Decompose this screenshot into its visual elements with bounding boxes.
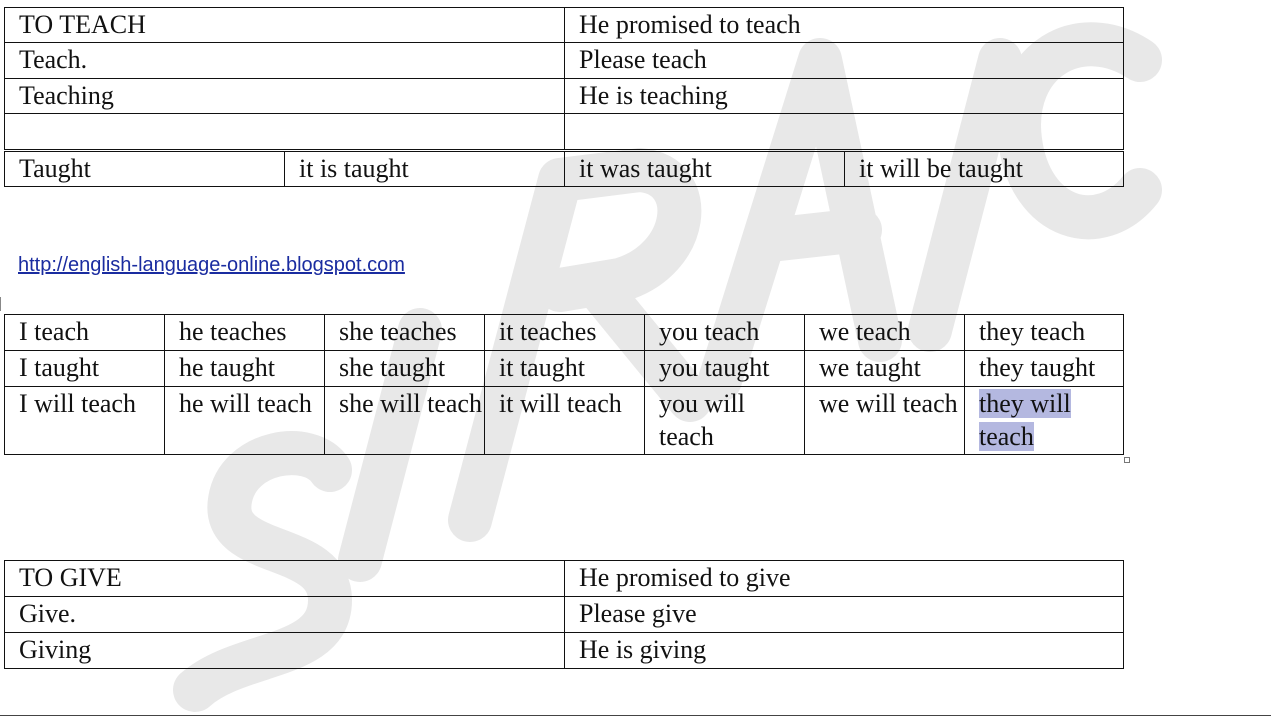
table-cell[interactable]: you teach xyxy=(645,315,805,351)
table-cell[interactable]: He promised to teach xyxy=(565,8,1124,43)
table-cell[interactable]: it is taught xyxy=(285,151,565,187)
table-cell[interactable]: it will be taught xyxy=(845,151,1124,187)
table-cell[interactable]: I teach xyxy=(5,315,165,351)
table-cell[interactable]: we teach xyxy=(805,315,965,351)
cell-text: it will teach xyxy=(499,389,622,418)
table-cell-empty[interactable] xyxy=(5,114,565,151)
table-cell[interactable]: he taught xyxy=(165,351,325,387)
table-cell-selected[interactable] xyxy=(965,387,1124,455)
table-cell[interactable]: Please teach xyxy=(565,43,1124,79)
present-tense-row xyxy=(5,315,1124,351)
table-cell[interactable] xyxy=(165,387,325,455)
table-row xyxy=(5,43,1124,79)
blog-link[interactable]: http://english-language-online.blogspot.com xyxy=(18,254,405,276)
table-resize-handle[interactable] xyxy=(1124,457,1130,463)
table-cell[interactable]: Giving xyxy=(5,633,565,669)
table-cell[interactable] xyxy=(805,387,965,455)
table-row xyxy=(5,561,1124,597)
table-cell[interactable] xyxy=(645,387,805,455)
table-cell[interactable]: I taught xyxy=(5,351,165,387)
cell-text: we will teach xyxy=(819,389,958,418)
table-row xyxy=(5,597,1124,633)
table-cell[interactable]: Teach. xyxy=(5,43,565,79)
table-cell[interactable]: we taught xyxy=(805,351,965,387)
table-cell[interactable]: Give. xyxy=(5,597,565,633)
table-cell[interactable]: He is giving xyxy=(565,633,1124,669)
table-cell[interactable] xyxy=(5,387,165,455)
table-cell[interactable]: you taught xyxy=(645,351,805,387)
table-cell[interactable]: it was taught xyxy=(565,151,845,187)
past-tense-row xyxy=(5,351,1124,387)
give-forms-table xyxy=(4,560,1124,669)
cell-text: you will teach xyxy=(659,389,745,451)
text-cursor xyxy=(0,297,1,311)
future-tense-row xyxy=(5,387,1124,455)
conjugation-table xyxy=(4,314,1124,455)
table-cell-empty[interactable] xyxy=(565,114,1124,151)
table-cell[interactable]: she taught xyxy=(325,351,485,387)
table-cell[interactable] xyxy=(485,387,645,455)
table-cell[interactable]: TO TEACH xyxy=(5,8,565,43)
table-cell[interactable]: he teaches xyxy=(165,315,325,351)
table-cell[interactable]: He is teaching xyxy=(565,79,1124,114)
cell-text: I will teach xyxy=(19,389,136,418)
table-row xyxy=(5,114,1124,151)
table-cell[interactable]: it taught xyxy=(485,351,645,387)
table-cell[interactable]: they teach xyxy=(965,315,1124,351)
selected-text: they will teach xyxy=(979,389,1071,451)
table-cell[interactable] xyxy=(325,387,485,455)
cell-text: she will teach xyxy=(339,389,482,418)
table-row xyxy=(5,8,1124,43)
table-row xyxy=(5,79,1124,114)
table-cell[interactable]: she teaches xyxy=(325,315,485,351)
table-cell[interactable]: Teaching xyxy=(5,79,565,114)
cell-text: he will teach xyxy=(179,389,312,418)
table-cell[interactable]: Taught xyxy=(5,151,285,187)
table-cell[interactable]: they taught xyxy=(965,351,1124,387)
table-cell[interactable]: TO GIVE xyxy=(5,561,565,597)
table-cell[interactable]: He promised to give xyxy=(565,561,1124,597)
page-bottom-divider xyxy=(0,715,1271,716)
passive-forms-row xyxy=(5,151,1124,187)
teach-forms-table xyxy=(4,7,1124,187)
table-cell[interactable]: Please give xyxy=(565,597,1124,633)
table-cell[interactable]: it teaches xyxy=(485,315,645,351)
table-row xyxy=(5,633,1124,669)
